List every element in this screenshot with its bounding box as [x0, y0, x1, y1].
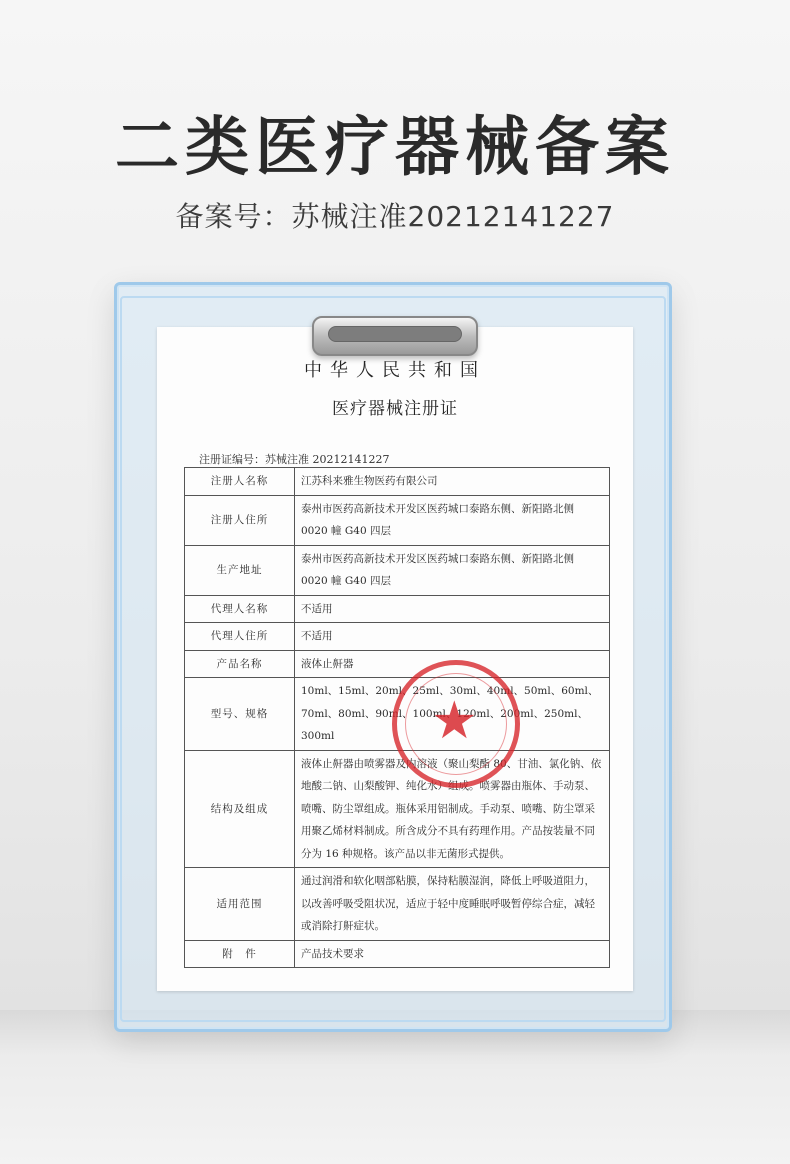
row-label: 结构及组成 [185, 750, 295, 868]
certificate-title: 医疗器械注册证 [332, 399, 458, 419]
row-value: 通过润滑和软化咽部粘膜，保持粘膜湿润，降低上呼吸道阻力，以改善呼吸受阻状况，适应于轻中度睡眠呼吸暂停综合症，减轻或消除打鼾症状。 [295, 868, 610, 941]
table-row [185, 623, 610, 651]
certificate-number: 注册证编号：苏械注准 20212141227 [199, 453, 390, 466]
certificate-table [184, 467, 610, 968]
row-label: 产品名称 [185, 650, 295, 678]
certificate-country: 中华人民共和国 [304, 360, 486, 381]
seal-star-icon: ★ [431, 691, 478, 751]
table-row [185, 545, 610, 595]
table-row [185, 495, 610, 545]
page-headline: 二类医疗器械备案 [115, 111, 675, 185]
row-value: 产品技术要求 [295, 940, 610, 968]
row-value: 10ml、15ml、20ml、25ml、30ml、40ml、50ml、60ml、70ml、80ml、90ml、100ml、120ml、200ml、250ml、300ml [295, 678, 610, 751]
table-row [185, 940, 610, 968]
row-value: 液体止鼾器 [295, 650, 610, 678]
row-label: 附 件 [185, 940, 295, 968]
row-value: 泰州市医药高新技术开发区医药城口泰路东侧、新阳路北侧 0020 幢 G40 四层 [295, 545, 610, 595]
record-number: 备案号：苏械注准20212141227 [175, 200, 615, 233]
row-label: 代理人住所 [185, 623, 295, 651]
row-value: 江苏科来雅生物医药有限公司 [295, 468, 610, 496]
table-row [185, 678, 610, 751]
row-label: 型号、规格 [185, 678, 295, 751]
table-row [185, 468, 610, 496]
row-value: 不适用 [295, 595, 610, 623]
row-label: 注册人名称 [185, 468, 295, 496]
row-value: 泰州市医药高新技术开发区医药城口泰路东侧、新阳路北侧 0020 幢 G40 四层 [295, 495, 610, 545]
row-label: 生产地址 [185, 545, 295, 595]
floor-background [0, 1010, 790, 1164]
row-label: 适用范围 [185, 868, 295, 941]
row-label: 注册人住所 [185, 495, 295, 545]
table-row [185, 750, 610, 868]
row-value: 不适用 [295, 623, 610, 651]
row-label: 代理人名称 [185, 595, 295, 623]
table-row [185, 650, 610, 678]
table-row [185, 868, 610, 941]
row-value: 液体止鼾器由喷雾器及内溶液（聚山梨酯 80、甘油、氯化钠、依地酸二钠、山梨酸钾、纯化水）组成。喷雾器由瓶体、手动泵、喷嘴、防尘罩组成。瓶体采用铝制成。手动泵、喷嘴、防尘罩采用聚乙烯材料制成。所含成分不具有药理作用。产品按装量不同分为 16 种规格。该产品以非无菌形式提供。 [295, 750, 610, 868]
table-row [185, 595, 610, 623]
clip-slot [328, 326, 462, 342]
